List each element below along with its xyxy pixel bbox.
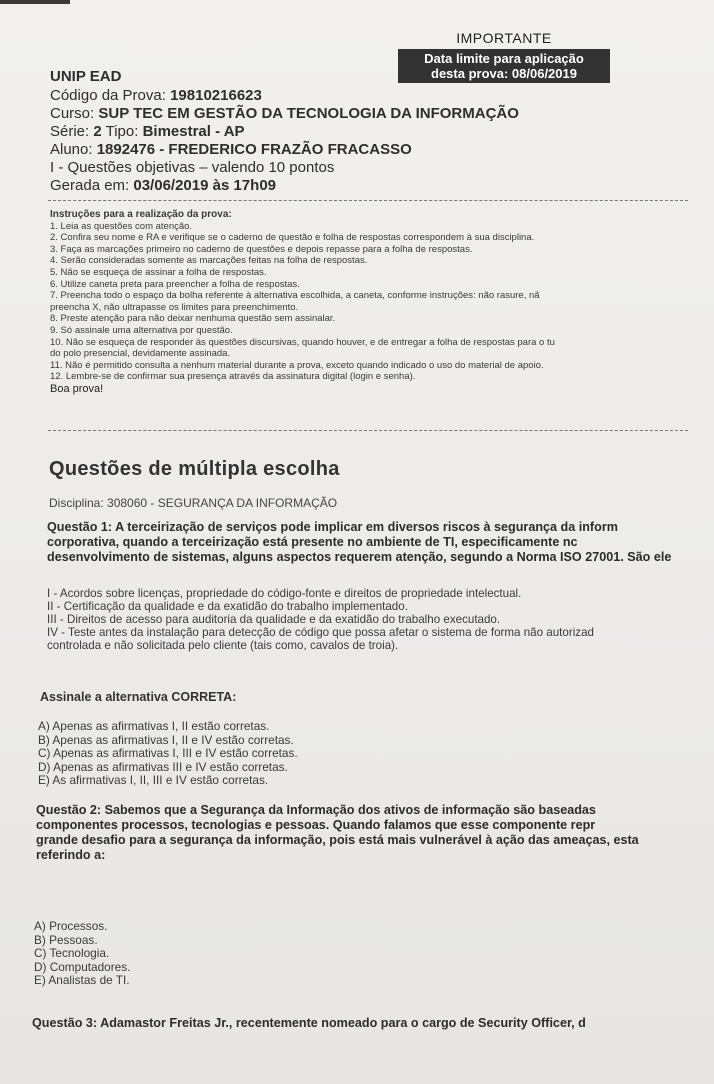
statement: controlada e não solicitada pelo cliente (tais como, cavalos de troia).	[47, 639, 399, 652]
question-1-text: Questão 1: A terceirização de serviços pode implicar em diversos riscos à segurança da inform corporativa, quando a terceirização está presente no ambiente de TI, especificamente nc desenvolvimento de sistemas, alguns aspectos requerem atenção, segundo a Norma ISO 27001. São ele	[47, 520, 672, 564]
question-2-options	[34, 920, 130, 988]
option-b: B) Apenas as afirmativas I, II e IV estão corretas.	[38, 732, 294, 747]
option-c: C) Apenas as afirmativas I, III e IV estão corretas.	[38, 746, 298, 761]
institution: UNIP EAD	[50, 68, 122, 85]
option-a: A) Processos.	[34, 919, 108, 933]
instruction-line: 6. Utilize caneta preta para preencher a folha de respostas.	[50, 278, 300, 290]
instructions	[50, 209, 714, 396]
question-1-statements	[47, 587, 714, 652]
instruction-line: 4. Serão consideradas somente as marcações feitas na folha de respostas.	[50, 255, 368, 267]
statement: III - Direitos de acesso para auditoria da qualidade e da exatidão do trabalho executado.	[47, 613, 501, 626]
question-3-text: Questão 3: Adamastor Freitas Jr., recentemente nomeado para o cargo de Security Officer, d	[32, 1016, 586, 1030]
serie-tipo: Série: 2 Tipo: Bimestral - AP	[50, 123, 245, 140]
section-note: I - Questões objetivas – valendo 10 pontos	[50, 159, 335, 176]
instruction-line: 7. Preencha todo o espaço da bolha referente à alternativa escolhida, a caneta, conforme instruções: não rasure, nã	[50, 290, 540, 302]
instruction-line: 11. Não é permitido consulta a nenhum material durante a prova, exceto quando indicado o uso do material de apoio.	[50, 359, 544, 371]
question-1-options	[38, 720, 298, 788]
top-edge-mark	[0, 0, 70, 4]
instruction-line: 10. Não se esqueça de responder às questões discursivas, quando houver, e de entregar a folha de respostas para o tu	[50, 336, 555, 348]
instruction-line: 12. Lembre-se de confirmar sua presença através da assinatura digital (login e senha).	[50, 371, 416, 383]
option-d: D) Computadores.	[34, 959, 131, 974]
instruction-line: 8. Preste atenção para não deixar nenhuma questão sem assinalar.	[50, 313, 336, 325]
question-1-prompt: Assinale a alternativa CORRETA:	[40, 690, 237, 704]
option-c: C) Tecnologia.	[34, 946, 110, 961]
section-title: Questões de múltipla escolha	[49, 458, 340, 480]
instruction-line: 9. Só assinale uma alternativa por questão.	[50, 324, 233, 336]
exam-header	[50, 68, 670, 195]
instruction-line: preencha X, não ultrapasse os limites para preenchimento.	[50, 301, 299, 313]
option-e: E) Analistas de TI.	[34, 973, 130, 988]
statement: I - Acordos sobre licenças, propriedade do código-fonte e direitos de propriedade intelectual.	[47, 587, 522, 600]
closing-greeting: Boa prova!	[50, 383, 104, 395]
deadline-line-1: Data limite para aplicação	[424, 51, 584, 66]
statement: IV - Teste antes da instalação para detecção de código que possa afetar o sistema de forma não autorizad	[47, 626, 594, 639]
instruction-line: 1. Leia as questões com atenção.	[50, 220, 193, 232]
instructions-title: Instruções para a realização da prova:	[50, 209, 232, 220]
option-e: E) As afirmativas I, II, III e IV estão corretas.	[38, 773, 269, 788]
discipline: Disciplina: 308060 - SEGURANÇA DA INFORMAÇÃO	[49, 496, 338, 510]
statement: II - Certificação da qualidade e da exatidão do trabalho implementado.	[47, 600, 408, 613]
option-b: B) Pessoas.	[34, 932, 98, 947]
generated-at: Gerada em: 03/06/2019 às 17h09	[50, 177, 276, 194]
important-label: IMPORTANTE	[456, 30, 552, 46]
instruction-line: 3. Faça as marcações primeiro no caderno de questões e depois repasse para a folha de respostas.	[50, 243, 473, 255]
option-a: A) Apenas as afirmativas I, II estão corretas.	[38, 719, 270, 733]
option-d: D) Apenas as afirmativas III e IV estão corretas.	[38, 759, 288, 774]
instruction-line: do polo presencial, devidamente assinada.	[50, 348, 231, 360]
exam-code: Código da Prova: 19810216623	[50, 87, 262, 104]
deadline-line-2: desta prova: 08/06/2019	[431, 66, 577, 81]
instruction-line: 5. Não se esqueça de assinar a folha de respostas.	[50, 266, 267, 278]
divider-top	[48, 200, 688, 201]
student: Aluno: 1892476 - FREDERICO FRAZÃO FRACASSO	[50, 141, 412, 158]
question-2-text: Questão 2: Sabemos que a Segurança da Informação dos ativos de informação são baseadas componentes processos, tecnologias e pessoas. Quando falamos que esse componente repr grande desafio para a segurança da informação, pois está mais vulnerável à ação das ameaças, esta referindo a:	[36, 803, 639, 862]
course: Curso: SUP TEC EM GESTÃO DA TECNOLOGIA DA INFORMAÇÃO	[50, 105, 519, 122]
instruction-line: 2. Confira seu nome e RA e verifique se o caderno de questão e folha de respostas correspondem à sua disciplina.	[50, 232, 535, 244]
divider-bottom	[48, 430, 688, 431]
